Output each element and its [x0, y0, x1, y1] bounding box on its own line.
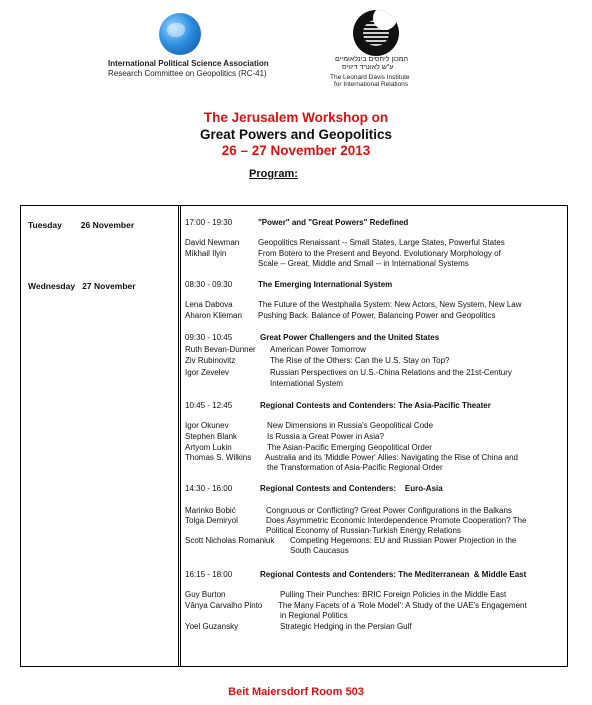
session-3-title: Great Power Challengers and the United States: [260, 333, 440, 342]
talk-title-cont: the Transformation of Asia-Pacific Regional Order: [267, 463, 443, 472]
talk-title: Pushing Back. Balance of Power, Balancing Power and Geopolitics: [258, 311, 496, 320]
talk-title: New Dimensions in Russia's Geopolitical Code: [267, 421, 434, 430]
speaker: Ziv Rubinovitz: [185, 356, 236, 365]
speaker: Scott Nicholas Romaniuk: [185, 536, 275, 545]
talk-title: Strategic Hedging in the Persian Gulf: [280, 622, 412, 631]
column-divider: [178, 205, 179, 667]
session-1-time: 17:00 - 19:30: [185, 218, 233, 227]
session-2-title: The Emerging International System: [258, 280, 393, 289]
workshop-title-line-1: The Jerusalem Workshop on: [203, 110, 389, 125]
speaker: Vânya Carvalho Pinto: [185, 601, 263, 610]
program-heading: Program:: [249, 168, 298, 180]
talk-title: The Many Facets of a 'Role Model': A Study of the UAE's Engagement: [278, 601, 527, 610]
speaker: Marinko Bobić: [185, 506, 236, 515]
speaker: Igor Zevelev: [185, 368, 230, 377]
talk-title: Does Asymmetric Economic Interdependence Promote Cooperation? The: [266, 516, 527, 525]
session-5-time: 14:30 - 16:00: [185, 484, 233, 493]
talk-title-cont: South Caucasus: [290, 546, 349, 555]
talk-title: From Botero to the Present and Beyond. Evolutionary Morphology of: [258, 249, 501, 258]
ipsa-committee: Research Committee on Geopolitics (RC-41): [108, 69, 267, 78]
talk-title-cont: Political Economy of Russian-Turkish Energy Relations: [266, 526, 461, 535]
talk-title: Congruous or Conflicting? Great Power Configurations in the Balkans: [266, 506, 512, 515]
speaker: Thomas S. Wilkins: [185, 453, 252, 462]
day-wednesday: Wednesday 27 November: [28, 281, 136, 291]
day-tuesday: Tuesday 26 November: [28, 220, 135, 230]
speaker: Guy Burton: [185, 590, 226, 599]
session-5-title: Regional Contests and Contenders: Euro-Asia: [260, 484, 443, 493]
ipsa-name: International Political Science Association: [108, 59, 269, 68]
speaker: Artyom Lukin: [185, 443, 232, 452]
speaker: Stephen Blank: [185, 432, 238, 441]
speaker: Ruth Bevan-Dunner: [185, 345, 256, 354]
session-4-time: 10:45 - 12:45: [185, 401, 233, 410]
session-6-title: Regional Contests and Contenders: The Mediterranean & Middle East: [260, 570, 527, 579]
davis-english-line-1: The Leonard Davis Institute: [330, 74, 410, 81]
davis-hebrew-line-2: ע"ש לאונרד דיוויס: [342, 64, 394, 71]
session-1-title: "Power" and "Great Powers" Redefined: [258, 218, 409, 227]
venue-footer: Beit Maiersdorf Room 503: [228, 686, 364, 698]
speaker: Aharon Klieman: [185, 311, 242, 320]
talk-title: Australia and its 'Middle Power' Allies: Navigating the Rise of China and: [265, 453, 518, 462]
session-6-time: 16:15 - 18:00: [185, 570, 233, 579]
session-3-time: 09:30 - 10:45: [185, 333, 233, 342]
talk-title-cont: International System: [270, 379, 343, 388]
talk-title: Pulling Their Punches: BRIC Foreign Policies in the Middle East: [280, 590, 507, 599]
talk-title-cont: in Regional Politics: [280, 611, 348, 620]
talk-title: Is Russia a Great Power in Asia?: [267, 432, 384, 441]
workshop-title-line-2: Great Powers and Geopolitics: [199, 127, 393, 142]
talk-title-cont: Scale -- Great, Middle and Small -- in International Systems: [258, 259, 469, 268]
talk-title: American Power Tomorrow: [270, 345, 366, 354]
session-4-title: Regional Contests and Contenders: The Asia-Pacific Theater: [260, 401, 491, 410]
workshop-dates: 26 – 27 November 2013: [221, 143, 371, 158]
column-divider-inner: [180, 205, 181, 667]
ipsa-globe-logo: [159, 13, 201, 55]
talk-title: The Asian-Pacific Emerging Geopolitical Order: [267, 443, 432, 452]
speaker: Mikhail Ilyin: [185, 249, 227, 258]
speaker: Tolga Demiryol: [185, 516, 238, 525]
davis-institute-logo: [353, 10, 399, 56]
session-2-time: 08:30 - 09:30: [185, 280, 233, 289]
speaker: David Newman: [185, 238, 240, 247]
speaker: Yoel Guzansky: [185, 622, 239, 631]
talk-title: Geopolitics Renaissant -- Small States, Large States, Powerful States: [258, 238, 505, 247]
talk-title: Competing Hegemons: EU and Russian Power Projection in the: [290, 536, 517, 545]
speaker: Lena Dabova: [185, 300, 233, 309]
talk-title: The Rise of the Others: Can the U.S. Stay on Top?: [270, 356, 450, 365]
speaker: Igor Okunev: [185, 421, 229, 430]
talk-title: The Future of the Westphalia System: New Actors, New System, New Law: [258, 300, 522, 309]
talk-title: Russian Perspectives on U.S.-China Relations and the 21st-Century: [270, 368, 512, 377]
davis-english-line-2: for International Relations: [334, 81, 409, 88]
davis-hebrew-line-1: המכון ליחסים בינלאומיים: [335, 56, 409, 63]
